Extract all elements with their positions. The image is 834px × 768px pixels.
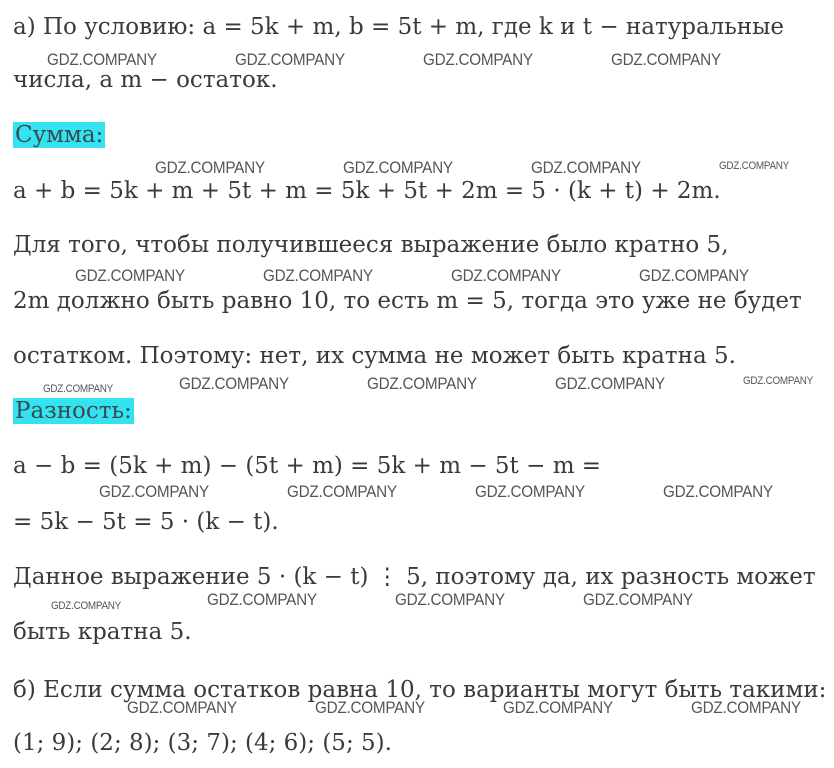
text-line-1: а) По условию: a = 5k + m, b = 5t + m, где k и t − натуральные	[13, 14, 785, 40]
watermark: GDZ.COMPANY	[99, 482, 209, 501]
watermark: GDZ.COMPANY	[503, 698, 613, 717]
text-line-13: б) Если сумма остатков равна 10, то варианты могут быть такими:	[13, 677, 827, 703]
watermark: GDZ.COMPANY	[155, 158, 265, 177]
text-line-4: a + b = 5k + m + 5t + m = 5k + 5t + 2m = 5 · (k + t) + 2m.	[13, 178, 721, 204]
watermark: GDZ.COMPANY	[343, 158, 453, 177]
watermark: GDZ.COMPANY	[451, 266, 561, 285]
watermark: GDZ.COMPANY	[423, 50, 533, 69]
watermark: GDZ.COMPANY	[179, 374, 289, 393]
watermark: GDZ.COMPANY	[719, 160, 790, 172]
text-line-10: = 5k − 5t = 5 · (k − t).	[13, 509, 279, 535]
text-line-7: остатком. Поэтому: нет, их сумма не может быть кратна 5.	[13, 343, 736, 369]
watermark: GDZ.COMPANY	[395, 590, 505, 609]
watermark: GDZ.COMPANY	[611, 50, 721, 69]
text-line-5: Для того, чтобы получившееся выражение было кратно 5,	[13, 232, 729, 258]
watermark: GDZ.COMPANY	[691, 698, 801, 717]
watermark: GDZ.COMPANY	[43, 383, 114, 395]
watermark: GDZ.COMPANY	[639, 266, 749, 285]
text-line-12: быть кратна 5.	[13, 619, 192, 645]
sum-heading	[13, 121, 105, 149]
watermark: GDZ.COMPANY	[555, 374, 665, 393]
difference-heading	[13, 397, 134, 425]
watermark: GDZ.COMPANY	[51, 600, 122, 612]
watermark: GDZ.COMPANY	[531, 158, 641, 177]
text-line-9: a − b = (5k + m) − (5t + m) = 5k + m − 5t − m =	[13, 453, 602, 479]
difference-heading-label: Разность:	[15, 398, 132, 424]
watermark: GDZ.COMPANY	[315, 698, 425, 717]
text-line-14: (1; 9); (2; 8); (3; 7); (4; 6); (5; 5).	[13, 730, 392, 756]
watermark: GDZ.COMPANY	[47, 50, 157, 69]
watermark: GDZ.COMPANY	[207, 590, 317, 609]
watermark: GDZ.COMPANY	[75, 266, 185, 285]
watermark: GDZ.COMPANY	[287, 482, 397, 501]
watermark: GDZ.COMPANY	[663, 482, 773, 501]
watermark: GDZ.COMPANY	[367, 374, 477, 393]
watermark: GDZ.COMPANY	[263, 266, 373, 285]
text-line-11: Данное выражение 5 · (k − t) ⋮ 5, поэтому да, их разность может	[13, 564, 816, 590]
text-line-6: 2m должно быть равно 10, то есть m = 5, тогда это уже не будет	[13, 288, 802, 314]
watermark: GDZ.COMPANY	[743, 375, 814, 387]
text-line-2: числа, а m − остаток.	[13, 67, 278, 93]
watermark: GDZ.COMPANY	[127, 698, 237, 717]
watermark: GDZ.COMPANY	[583, 590, 693, 609]
watermark: GDZ.COMPANY	[235, 50, 345, 69]
watermark: GDZ.COMPANY	[475, 482, 585, 501]
sum-heading-label: Сумма:	[15, 122, 104, 148]
